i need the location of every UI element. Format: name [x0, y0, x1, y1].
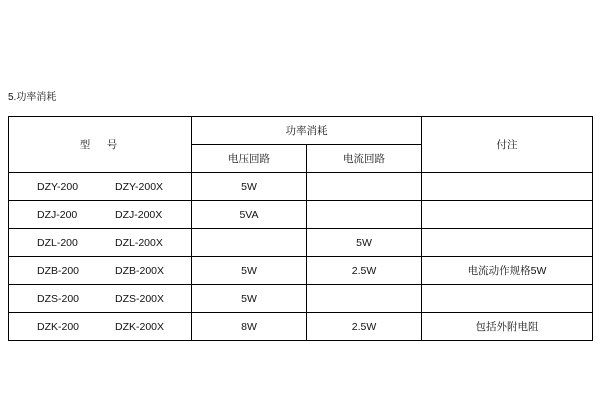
cell-model — [9, 201, 192, 229]
cell-note — [422, 285, 593, 313]
cell-current-circuit — [307, 201, 422, 229]
cell-model — [9, 229, 192, 257]
power-consumption-table-wrapper — [8, 116, 592, 341]
header-voltage-circuit: 电压回路 — [192, 145, 307, 173]
model-code-primary: DZB-200 — [37, 264, 80, 277]
model-code-secondary: DZB-200X — [115, 264, 165, 277]
table-row — [9, 285, 593, 313]
model-code-primary: DZJ-200 — [37, 208, 78, 221]
cell-voltage-circuit: 5W — [192, 285, 307, 313]
header-power-consumption: 功率消耗 — [192, 117, 422, 145]
cell-current-circuit: 2.5W — [307, 257, 422, 285]
model-code-primary: DZK-200 — [37, 320, 80, 333]
header-current-circuit: 电流回路 — [307, 145, 422, 173]
header-model: 型 号 — [9, 117, 192, 173]
table-row — [9, 173, 593, 201]
header-note: 付注 — [422, 117, 593, 173]
cell-note — [422, 229, 593, 257]
cell-model — [9, 313, 192, 341]
model-code-secondary: DZS-200X — [115, 292, 165, 305]
model-code-secondary: DZL-200X — [115, 236, 163, 249]
cell-note: 电流动作规格5W — [422, 257, 593, 285]
cell-voltage-circuit — [192, 229, 307, 257]
cell-voltage-circuit: 5W — [192, 257, 307, 285]
cell-current-circuit: 2.5W — [307, 313, 422, 341]
cell-model — [9, 285, 192, 313]
model-code-primary: DZS-200 — [37, 292, 80, 305]
model-code-secondary: DZK-200X — [115, 320, 165, 333]
cell-note — [422, 201, 593, 229]
table-header-row-1 — [9, 117, 593, 145]
model-code-secondary: DZJ-200X — [115, 208, 163, 221]
section-title: 5.功率消耗 — [8, 92, 57, 103]
cell-model — [9, 257, 192, 285]
cell-note: 包括外附电阻 — [422, 313, 593, 341]
power-consumption-table — [8, 116, 593, 341]
cell-current-circuit — [307, 173, 422, 201]
cell-model — [9, 173, 192, 201]
table-row — [9, 313, 593, 341]
cell-current-circuit — [307, 285, 422, 313]
model-code-primary: DZY-200 — [37, 180, 79, 193]
cell-voltage-circuit: 8W — [192, 313, 307, 341]
table-row — [9, 229, 593, 257]
cell-note — [422, 173, 593, 201]
table-row — [9, 257, 593, 285]
model-code-secondary: DZY-200X — [115, 180, 164, 193]
cell-voltage-circuit: 5W — [192, 173, 307, 201]
cell-current-circuit: 5W — [307, 229, 422, 257]
model-code-primary: DZL-200 — [37, 236, 78, 249]
cell-voltage-circuit: 5VA — [192, 201, 307, 229]
table-row — [9, 201, 593, 229]
